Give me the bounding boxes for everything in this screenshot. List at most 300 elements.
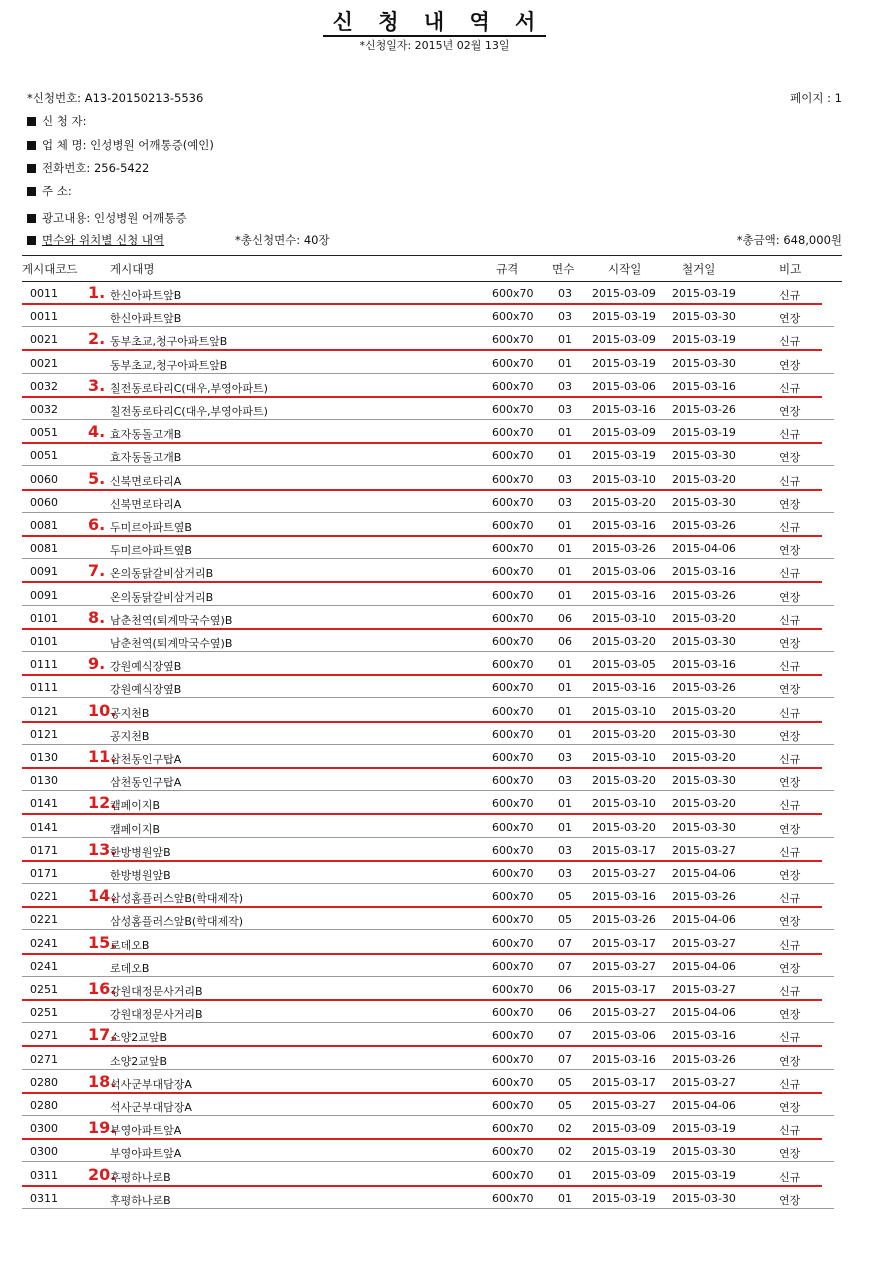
row-divider bbox=[22, 790, 834, 791]
row-size: 600x70 bbox=[492, 1168, 534, 1182]
col-header-size: 규격 bbox=[496, 262, 519, 276]
row-end-date: 2015-03-20 bbox=[672, 704, 736, 718]
table-row bbox=[0, 1002, 869, 1025]
row-end-date: 2015-04-06 bbox=[672, 959, 736, 973]
red-underline bbox=[22, 1185, 822, 1187]
col-header-code: 게시대코드 bbox=[22, 262, 78, 276]
row-end-date: 2015-03-16 bbox=[672, 565, 736, 579]
row-code: 0111 bbox=[30, 658, 58, 672]
red-underline bbox=[22, 535, 822, 537]
row-code: 0141 bbox=[30, 797, 58, 811]
row-count: 07 bbox=[558, 1029, 572, 1043]
row-note: 연장 bbox=[779, 729, 801, 743]
request-date: *신청일자: 2015년 02월 13일 bbox=[359, 39, 510, 52]
row-code: 0271 bbox=[30, 1029, 58, 1043]
row-code: 0060 bbox=[30, 472, 58, 486]
red-underline bbox=[22, 396, 822, 398]
row-size: 600x70 bbox=[492, 472, 534, 486]
row-note: 신규 bbox=[779, 567, 801, 581]
row-divider bbox=[22, 697, 834, 698]
row-name: 신북면로타리A bbox=[110, 497, 182, 511]
row-name: 강원예식장옆B bbox=[110, 660, 182, 674]
row-name: 한신아파트앞B bbox=[110, 312, 182, 326]
company-label: 업 체 명: 인성병원 어깨통증(예인) bbox=[42, 138, 214, 152]
square-bullet-icon bbox=[27, 187, 36, 196]
row-start-date: 2015-03-17 bbox=[592, 983, 656, 996]
row-size: 600x70 bbox=[492, 1052, 534, 1066]
row-size: 600x70 bbox=[492, 1122, 534, 1136]
row-start-date: 2015-03-06 bbox=[592, 379, 656, 393]
address-label: 주 소: bbox=[42, 184, 72, 198]
row-note: 신규 bbox=[779, 474, 801, 488]
row-note: 신규 bbox=[779, 706, 801, 720]
table-row bbox=[0, 979, 869, 1002]
row-end-date: 2015-03-27 bbox=[672, 983, 736, 996]
col-header-count: 면수 bbox=[552, 262, 575, 276]
row-code: 0051 bbox=[30, 426, 58, 440]
row-note: 연장 bbox=[779, 358, 801, 372]
row-start-date: 2015-03-10 bbox=[592, 751, 656, 764]
row-count: 07 bbox=[558, 936, 572, 950]
red-underline bbox=[22, 628, 822, 630]
row-number-annotation: 17. bbox=[88, 1025, 117, 1045]
row-name: 한방병원앞B bbox=[110, 845, 171, 859]
row-start-date: 2015-03-17 bbox=[592, 843, 656, 857]
row-start-date: 2015-03-19 bbox=[592, 1145, 656, 1159]
row-note: 신규 bbox=[779, 892, 801, 906]
row-start-date: 2015-03-09 bbox=[592, 287, 656, 300]
row-divider bbox=[22, 1022, 834, 1023]
row-size: 600x70 bbox=[492, 287, 534, 300]
row-count: 01 bbox=[558, 449, 572, 463]
row-code: 0081 bbox=[30, 542, 58, 556]
row-count: 06 bbox=[558, 1006, 572, 1020]
row-start-date: 2015-03-09 bbox=[592, 1168, 656, 1182]
row-name: 칠전동로타리C(대우,부영아파트) bbox=[110, 405, 268, 418]
table-row bbox=[0, 329, 869, 352]
table-row bbox=[0, 1165, 869, 1188]
row-start-date: 2015-03-16 bbox=[592, 890, 656, 904]
row-divider bbox=[22, 651, 834, 652]
row-end-date: 2015-03-20 bbox=[672, 751, 736, 764]
row-end-date: 2015-03-19 bbox=[672, 333, 736, 347]
row-count: 07 bbox=[558, 1052, 572, 1066]
red-underline bbox=[22, 767, 822, 769]
row-divider bbox=[22, 326, 834, 327]
row-end-date: 2015-03-30 bbox=[672, 1145, 736, 1159]
row-code: 0221 bbox=[30, 890, 58, 904]
table-row bbox=[0, 1118, 869, 1141]
square-bullet-icon bbox=[27, 164, 36, 173]
row-size: 600x70 bbox=[492, 611, 534, 625]
row-start-date: 2015-03-16 bbox=[592, 519, 656, 532]
row-name: 공지천B bbox=[110, 729, 150, 743]
row-note: 연장 bbox=[779, 1008, 801, 1022]
table-row bbox=[0, 1049, 869, 1072]
row-note: 신규 bbox=[779, 1077, 801, 1091]
row-size: 600x70 bbox=[492, 751, 534, 764]
row-note: 연장 bbox=[779, 451, 801, 465]
red-underline bbox=[22, 674, 822, 676]
row-start-date: 2015-03-17 bbox=[592, 936, 656, 950]
red-underline bbox=[22, 442, 822, 444]
row-name: 남춘천역(퇴계막국수옆)B bbox=[110, 613, 233, 627]
row-code: 0091 bbox=[30, 565, 58, 579]
row-code: 0271 bbox=[30, 1052, 58, 1066]
table-row bbox=[0, 956, 869, 979]
row-size: 600x70 bbox=[492, 867, 534, 880]
row-count: 01 bbox=[558, 820, 572, 834]
row-name: 강원대정문사거리B bbox=[110, 1008, 203, 1022]
row-end-date: 2015-03-19 bbox=[672, 1168, 736, 1182]
row-number-annotation: 14. bbox=[88, 886, 117, 906]
row-note: 연장 bbox=[779, 590, 801, 604]
row-start-date: 2015-03-27 bbox=[592, 959, 656, 973]
row-code: 0011 bbox=[30, 310, 58, 324]
row-start-date: 2015-03-09 bbox=[592, 426, 656, 440]
row-number-annotation: 16. bbox=[88, 979, 117, 998]
row-count: 01 bbox=[558, 727, 572, 741]
row-code: 0130 bbox=[30, 774, 58, 788]
document-title-text: 신 청 내 역 서 bbox=[323, 10, 547, 37]
square-bullet-icon bbox=[27, 141, 36, 150]
row-name: 소양2교앞B bbox=[110, 1031, 168, 1045]
row-code: 0241 bbox=[30, 959, 58, 973]
table-row bbox=[0, 1095, 869, 1118]
table-row bbox=[0, 306, 869, 329]
row-end-date: 2015-03-16 bbox=[672, 658, 736, 672]
row-size: 600x70 bbox=[492, 843, 534, 857]
row-name: 석사군부대담장A bbox=[110, 1101, 192, 1114]
red-underline bbox=[22, 303, 822, 305]
row-number-annotation: 18. bbox=[88, 1071, 117, 1091]
row-divider bbox=[22, 1069, 834, 1070]
row-code: 0171 bbox=[30, 843, 58, 857]
row-start-date: 2015-03-27 bbox=[592, 1099, 656, 1112]
row-end-date: 2015-03-30 bbox=[672, 310, 736, 324]
row-divider bbox=[22, 1115, 834, 1116]
row-start-date: 2015-03-20 bbox=[592, 635, 656, 648]
row-name: 온의동닭갈비삼거리B bbox=[110, 567, 214, 581]
col-header-note: 비고 bbox=[779, 262, 802, 276]
row-end-date: 2015-03-16 bbox=[672, 379, 736, 393]
row-note: 연장 bbox=[779, 822, 801, 836]
table-row bbox=[0, 701, 869, 724]
row-name: 공지천B bbox=[110, 706, 150, 720]
row-note: 연장 bbox=[779, 1147, 801, 1161]
applicant-label: 신 청 자: bbox=[42, 114, 87, 128]
table-row bbox=[0, 1188, 869, 1211]
row-end-date: 2015-04-06 bbox=[672, 1099, 736, 1112]
table-row bbox=[0, 353, 869, 376]
section-label bbox=[27, 232, 164, 248]
row-start-date: 2015-03-16 bbox=[592, 588, 656, 602]
row-size: 600x70 bbox=[492, 1029, 534, 1043]
row-size: 600x70 bbox=[492, 681, 534, 695]
row-start-date: 2015-03-06 bbox=[592, 565, 656, 579]
row-note: 연장 bbox=[779, 544, 801, 558]
row-divider bbox=[22, 419, 834, 420]
phone-label: 전화번호: 256-5422 bbox=[42, 161, 150, 175]
row-name: 온의동닭갈비삼거리B bbox=[110, 590, 214, 604]
table-row bbox=[0, 631, 869, 654]
row-size: 600x70 bbox=[492, 1145, 534, 1159]
red-underline bbox=[22, 953, 822, 955]
row-count: 03 bbox=[558, 774, 572, 788]
row-code: 0251 bbox=[30, 1006, 58, 1020]
table-row bbox=[0, 654, 869, 677]
row-note: 신규 bbox=[779, 381, 801, 395]
row-note: 신규 bbox=[779, 845, 801, 859]
row-name: 로데오B bbox=[110, 961, 150, 975]
row-count: 01 bbox=[558, 797, 572, 811]
row-note: 연장 bbox=[779, 776, 801, 790]
row-code: 0021 bbox=[30, 356, 58, 370]
red-underline bbox=[22, 721, 822, 723]
row-size: 600x70 bbox=[492, 1099, 534, 1112]
row-code: 0081 bbox=[30, 519, 58, 532]
row-number-annotation: 2. bbox=[88, 329, 106, 349]
row-count: 03 bbox=[558, 310, 572, 324]
section-summary bbox=[27, 232, 842, 248]
square-bullet-icon bbox=[27, 236, 36, 245]
row-code: 0300 bbox=[30, 1145, 58, 1159]
square-bullet-icon bbox=[27, 117, 36, 126]
row-number-annotation: 4. bbox=[88, 422, 106, 442]
row-note: 신규 bbox=[779, 938, 801, 952]
row-start-date: 2015-03-20 bbox=[592, 495, 656, 509]
table-row bbox=[0, 817, 869, 840]
row-name: 캠페이지B bbox=[110, 822, 161, 836]
row-start-date: 2015-03-09 bbox=[592, 333, 656, 347]
row-start-date: 2015-03-26 bbox=[592, 913, 656, 927]
row-size: 600x70 bbox=[492, 426, 534, 440]
row-start-date: 2015-03-19 bbox=[592, 1191, 656, 1205]
row-count: 01 bbox=[558, 681, 572, 695]
row-start-date: 2015-03-27 bbox=[592, 867, 656, 880]
red-underline bbox=[22, 1045, 822, 1047]
row-end-date: 2015-03-30 bbox=[672, 449, 736, 463]
row-number-annotation: 20. bbox=[88, 1164, 117, 1184]
row-start-date: 2015-03-26 bbox=[592, 542, 656, 556]
row-size: 600x70 bbox=[492, 542, 534, 556]
row-code: 0300 bbox=[30, 1122, 58, 1136]
row-size: 600x70 bbox=[492, 635, 534, 648]
row-number-annotation: 5. bbox=[88, 468, 106, 488]
row-code: 0280 bbox=[30, 1099, 58, 1112]
red-underline bbox=[22, 860, 822, 862]
row-size: 600x70 bbox=[492, 588, 534, 602]
row-note: 신규 bbox=[779, 799, 801, 813]
row-name: 신북면로타리A bbox=[110, 474, 182, 488]
phone-line bbox=[27, 160, 149, 176]
row-number-annotation: 6. bbox=[88, 515, 106, 534]
row-divider bbox=[22, 883, 834, 884]
row-end-date: 2015-03-19 bbox=[672, 287, 736, 300]
row-code: 0011 bbox=[30, 287, 58, 300]
red-underline bbox=[22, 489, 822, 491]
row-name: 부영아파트앞A bbox=[110, 1147, 182, 1161]
table-row bbox=[0, 422, 869, 445]
row-start-date: 2015-03-19 bbox=[592, 356, 656, 370]
row-count: 01 bbox=[558, 1168, 572, 1182]
col-header-end: 철거일 bbox=[682, 262, 716, 276]
row-size: 600x70 bbox=[492, 983, 534, 996]
table-row bbox=[0, 909, 869, 932]
row-end-date: 2015-04-06 bbox=[672, 542, 736, 556]
row-count: 05 bbox=[558, 913, 572, 927]
row-code: 0280 bbox=[30, 1075, 58, 1089]
row-code: 0101 bbox=[30, 611, 58, 625]
row-size: 600x70 bbox=[492, 403, 534, 416]
row-start-date: 2015-03-16 bbox=[592, 1052, 656, 1066]
row-size: 600x70 bbox=[492, 495, 534, 509]
table-row bbox=[0, 933, 869, 956]
row-count: 06 bbox=[558, 635, 572, 648]
red-underline bbox=[22, 906, 822, 908]
row-code: 0021 bbox=[30, 333, 58, 347]
row-size: 600x70 bbox=[492, 658, 534, 672]
row-size: 600x70 bbox=[492, 959, 534, 973]
row-code: 0060 bbox=[30, 495, 58, 509]
row-code: 0311 bbox=[30, 1168, 58, 1182]
row-code: 0111 bbox=[30, 681, 58, 695]
row-end-date: 2015-03-26 bbox=[672, 519, 736, 532]
row-start-date: 2015-03-16 bbox=[592, 681, 656, 695]
row-count: 03 bbox=[558, 495, 572, 509]
row-start-date: 2015-03-05 bbox=[592, 658, 656, 672]
total-amount: *총금액: 648,000원 bbox=[736, 233, 842, 247]
row-size: 600x70 bbox=[492, 913, 534, 927]
row-note: 신규 bbox=[779, 1031, 801, 1045]
table-header bbox=[22, 255, 842, 282]
row-name: 부영아파트앞A bbox=[110, 1124, 182, 1138]
row-code: 0141 bbox=[30, 820, 58, 834]
table-row bbox=[0, 585, 869, 608]
row-count: 01 bbox=[558, 565, 572, 579]
row-name: 소양2교앞B bbox=[110, 1054, 168, 1068]
row-number-annotation: 12. bbox=[88, 793, 117, 813]
row-name: 두미르아파트옆B bbox=[110, 544, 192, 558]
row-divider bbox=[22, 605, 834, 606]
row-note: 신규 bbox=[779, 428, 801, 442]
row-size: 600x70 bbox=[492, 727, 534, 741]
row-count: 03 bbox=[558, 379, 572, 393]
row-end-date: 2015-03-20 bbox=[672, 797, 736, 811]
row-number-annotation: 10. bbox=[88, 700, 117, 720]
row-name: 로데오B bbox=[110, 938, 150, 952]
row-name: 동부초교,청구아파트앞B bbox=[110, 358, 228, 372]
row-count: 07 bbox=[558, 959, 572, 973]
row-start-date: 2015-03-27 bbox=[592, 1006, 656, 1020]
row-count: 01 bbox=[558, 426, 572, 440]
row-divider bbox=[22, 744, 834, 745]
table-row bbox=[0, 1072, 869, 1095]
row-start-date: 2015-03-09 bbox=[592, 1122, 656, 1136]
row-code: 0121 bbox=[30, 727, 58, 741]
row-name: 칠전동로타리C(대우,부영아파트) bbox=[110, 381, 268, 395]
row-code: 0121 bbox=[30, 704, 58, 718]
table-row bbox=[0, 863, 869, 886]
row-name: 효자동돌고개B bbox=[110, 428, 182, 442]
row-count: 01 bbox=[558, 1191, 572, 1205]
table-row bbox=[0, 1025, 869, 1048]
row-size: 600x70 bbox=[492, 565, 534, 579]
row-note: 연장 bbox=[779, 1101, 801, 1114]
row-size: 600x70 bbox=[492, 704, 534, 718]
row-name: 후평하나로B bbox=[110, 1170, 171, 1184]
row-note: 연장 bbox=[779, 1193, 801, 1207]
row-count: 01 bbox=[558, 542, 572, 556]
row-name: 삼성홈플러스앞B(학대제작) bbox=[110, 915, 244, 929]
row-note: 신규 bbox=[779, 660, 801, 674]
red-underline bbox=[22, 1092, 822, 1094]
row-note: 연장 bbox=[779, 683, 801, 697]
row-end-date: 2015-03-30 bbox=[672, 774, 736, 788]
row-start-date: 2015-03-20 bbox=[592, 774, 656, 788]
row-end-date: 2015-03-30 bbox=[672, 635, 736, 648]
row-code: 0241 bbox=[30, 936, 58, 950]
row-size: 600x70 bbox=[492, 1191, 534, 1205]
row-start-date: 2015-03-10 bbox=[592, 472, 656, 486]
row-size: 600x70 bbox=[492, 379, 534, 393]
row-note: 연장 bbox=[779, 1054, 801, 1068]
application-number: *신청번호: A13-20150213-5536 bbox=[27, 91, 204, 105]
row-name: 한신아파트앞B bbox=[110, 289, 182, 302]
row-count: 06 bbox=[558, 611, 572, 625]
row-start-date: 2015-03-10 bbox=[592, 611, 656, 625]
row-start-date: 2015-03-19 bbox=[592, 449, 656, 463]
col-header-start: 시작일 bbox=[608, 262, 642, 276]
row-name: 동부초교,청구아파트앞B bbox=[110, 335, 228, 349]
applicant-line bbox=[27, 113, 87, 129]
row-code: 0032 bbox=[30, 379, 58, 393]
row-end-date: 2015-03-26 bbox=[672, 1052, 736, 1066]
row-note: 신규 bbox=[779, 613, 801, 627]
row-code: 0032 bbox=[30, 403, 58, 416]
row-count: 01 bbox=[558, 658, 572, 672]
address-line bbox=[27, 183, 72, 199]
row-count: 05 bbox=[558, 1099, 572, 1112]
row-end-date: 2015-04-06 bbox=[672, 1006, 736, 1020]
row-end-date: 2015-03-30 bbox=[672, 820, 736, 834]
row-count: 03 bbox=[558, 472, 572, 486]
row-number-annotation: 3. bbox=[88, 375, 106, 395]
table-row bbox=[0, 677, 869, 700]
row-count: 06 bbox=[558, 983, 572, 996]
table-row bbox=[0, 793, 869, 816]
row-name: 삼성홈플러스앞B(학대제작) bbox=[110, 892, 244, 906]
row-end-date: 2015-03-26 bbox=[672, 890, 736, 904]
row-end-date: 2015-03-16 bbox=[672, 1029, 736, 1043]
row-divider bbox=[22, 1208, 834, 1209]
row-divider bbox=[22, 1161, 834, 1162]
row-size: 600x70 bbox=[492, 820, 534, 834]
row-size: 600x70 bbox=[492, 310, 534, 324]
row-note: 신규 bbox=[779, 1170, 801, 1184]
row-code: 0171 bbox=[30, 867, 58, 880]
table-row bbox=[0, 747, 869, 770]
row-start-date: 2015-03-06 bbox=[592, 1029, 656, 1043]
red-underline bbox=[22, 581, 822, 583]
row-note: 신규 bbox=[779, 753, 801, 766]
row-name: 효자동돌고개B bbox=[110, 451, 182, 465]
row-end-date: 2015-03-30 bbox=[672, 1191, 736, 1205]
row-start-date: 2015-03-20 bbox=[592, 727, 656, 741]
row-code: 0130 bbox=[30, 751, 58, 764]
row-end-date: 2015-03-26 bbox=[672, 588, 736, 602]
table-row bbox=[0, 376, 869, 399]
